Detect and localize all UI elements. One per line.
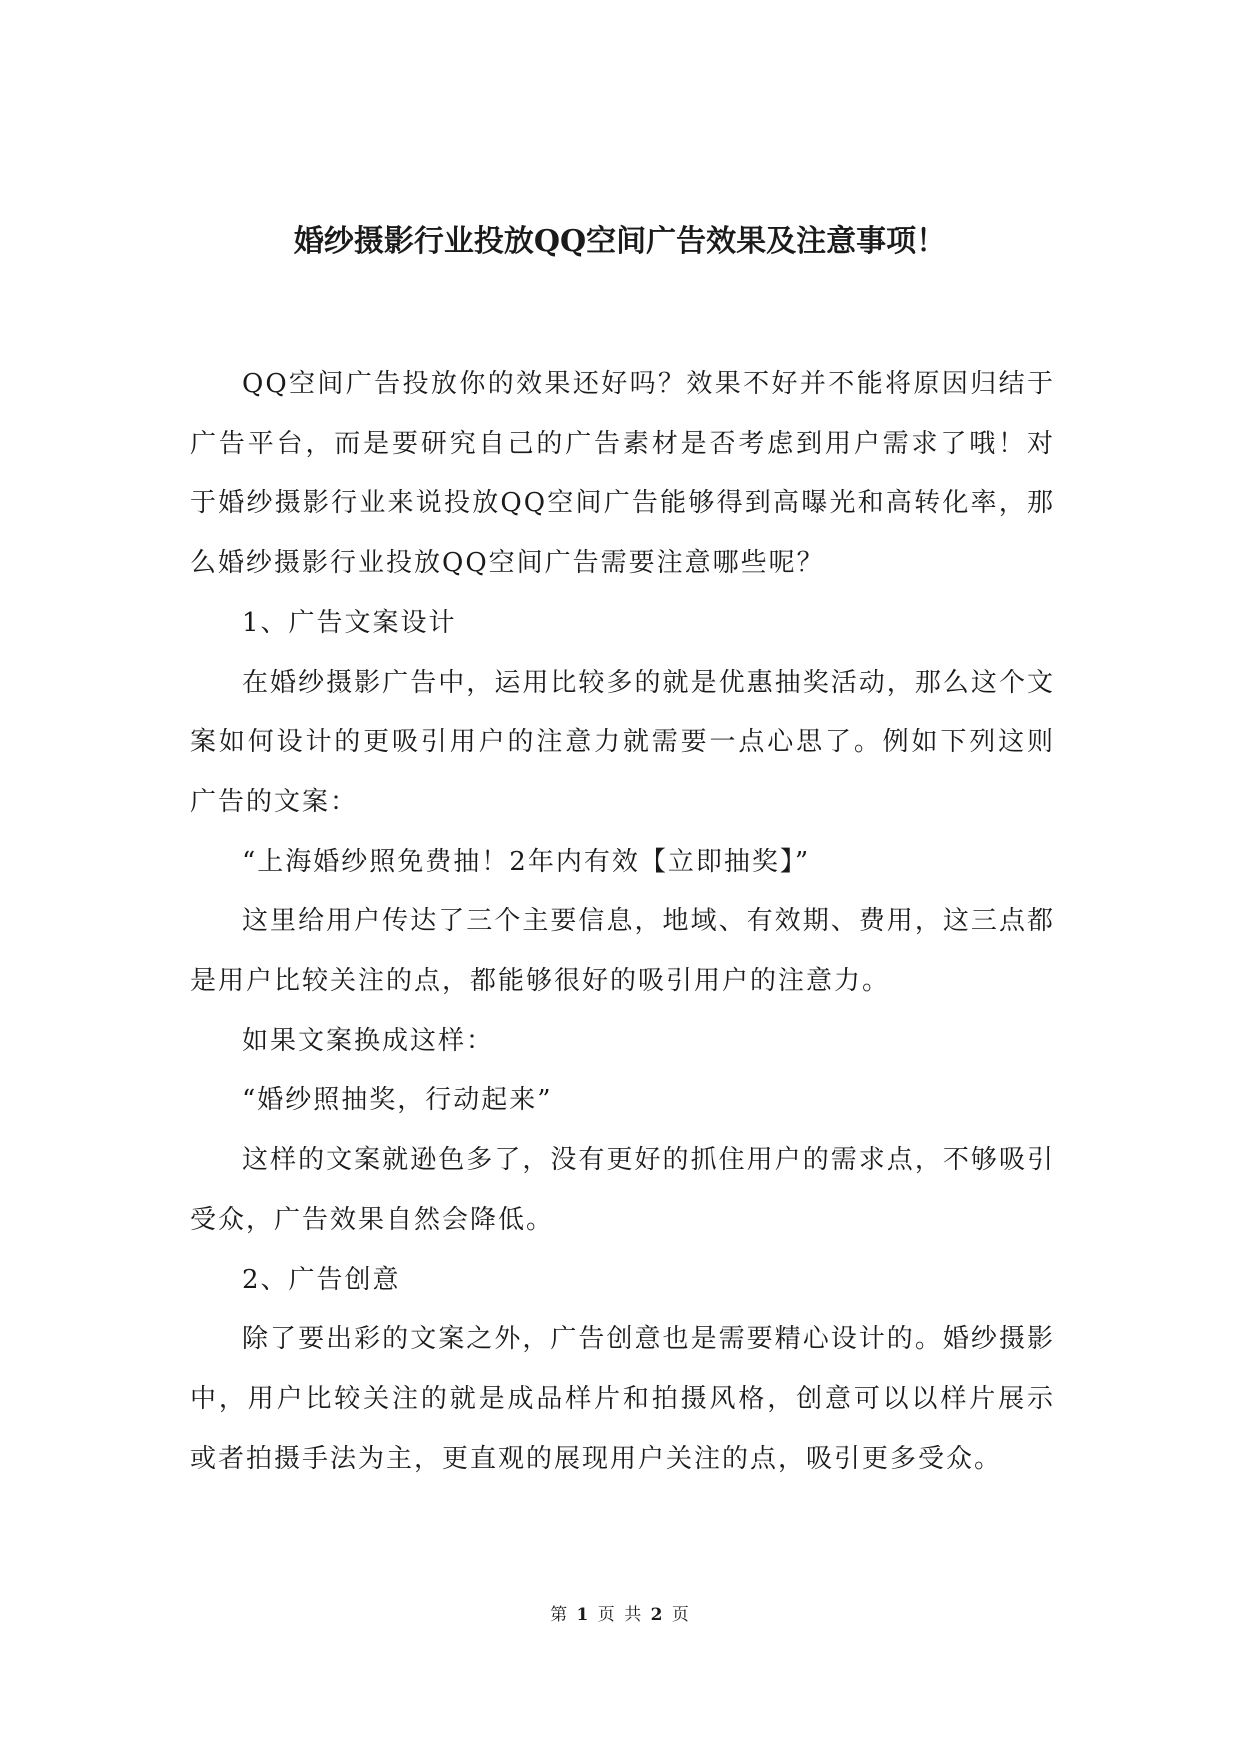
footer-prefix: 第 [550,1605,570,1625]
footer-suffix: 页 [671,1605,691,1625]
paragraph-comparison: 这样的文案就逊色多了，没有更好的抓住用户的需求点，不够吸引受众，广告效果自然会降低。 [190,1145,1055,1235]
footer-middle: 页 共 [597,1605,644,1625]
paragraph-alternative: 如果文案换成这样： [242,1025,495,1056]
document-title: 婚纱摄影行业投放QQ空间广告效果及注意事项！ [293,224,947,259]
quote-bad-example: “婚纱照抽奖，行动起来” [242,1085,553,1116]
section-heading-copywriting: 1、广告文案设计 [242,607,457,638]
page-footer [0,1603,1241,1627]
paragraph-analysis: 这里给用户传达了三个主要信息，地域、有效期、费用，这三点都是用户比较关注的点，都能够很好的吸引用户的注意力。 [190,906,1055,997]
document-body [190,355,1055,1489]
total-pages-number: 2 [650,1605,665,1625]
paragraph-copywriting: 在婚纱摄影广告中，运用比较多的就是优惠抽奖活动，那么这个文案如何设计的更吸引用户的注意力就需要一点心思了。例如下列这则广告的文案： [190,667,1055,817]
current-page-number: 1 [576,1605,591,1625]
quote-good-example: “上海婚纱照免费抽！2年内有效【立即抽奖】” [242,846,811,877]
section-heading-creative: 2、广告创意 [242,1264,401,1295]
paragraph-intro: QQ空间广告投放你的效果还好吗？效果不好并不能将原因归结于广告平台，而是要研究自己的广告素材是否考虑到用户需求了哦！对于婚纱摄影行业来说投放QQ空间广告能够得到高曝光和高转化率，那么婚纱摄影行业投放QQ空间广告需要注意哪些呢？ [190,369,1055,579]
paragraph-creative: 除了要出彩的文案之外，广告创意也是需要精心设计的。婚纱摄影中，用户比较关注的就是成品样片和拍摄风格，创意可以以样片展示或者拍摄手法为主，更直观的展现用户关注的点，吸引更多受众。 [190,1324,1055,1474]
